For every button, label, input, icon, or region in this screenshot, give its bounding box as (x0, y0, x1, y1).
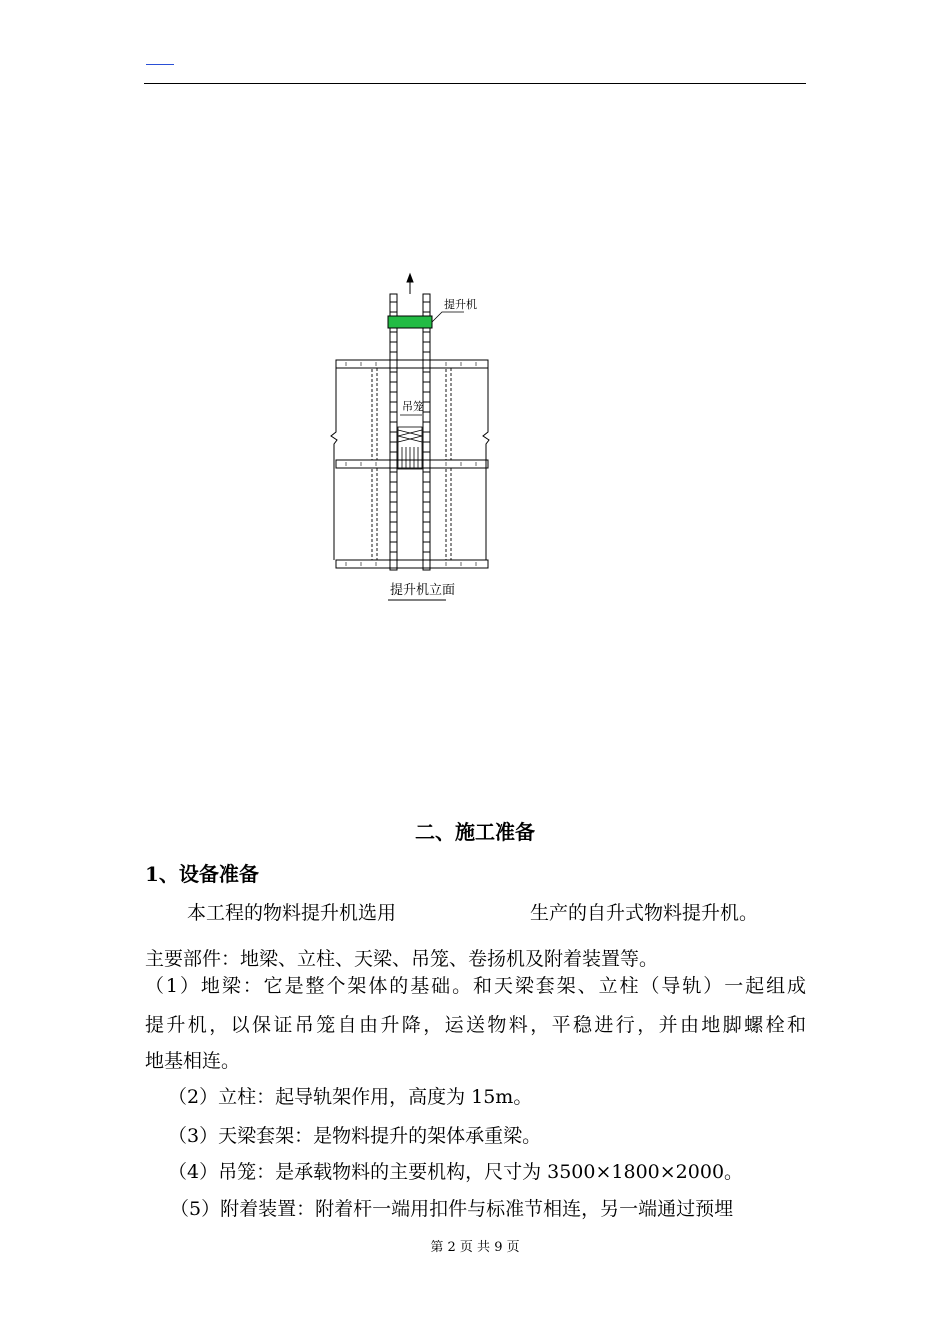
cage (398, 427, 422, 469)
header-rule (144, 83, 806, 84)
header-link-mark (146, 64, 174, 65)
hoist-box (388, 316, 432, 328)
item1-line2: 提升机，以保证吊笼自由升降，运送物料，平稳进行，并由地脚螺栓和 (145, 1014, 806, 1036)
top-arrow (407, 274, 413, 294)
intro-text-b: 生产的自升式物料提升机。 (530, 902, 759, 924)
slab-hatching (346, 362, 476, 566)
item2-paragraph: （2）立柱：起导轨架作用，高度为 15m。 (168, 1086, 533, 1108)
cage-label: 吊笼 (402, 400, 424, 413)
intro-text-a: 本工程的物料提升机选用 (187, 902, 397, 924)
hoist-elevation-figure (326, 272, 496, 612)
hoist-mast (390, 294, 430, 570)
hoist-elevation-drawing (326, 272, 496, 612)
page-footer: 第 2 页 共 9 页 (430, 1240, 520, 1255)
item1-line1: （1）地梁：它是整个架体的基础。和天梁套架、立柱（导轨）一起组成 (145, 975, 806, 997)
floor-slabs (336, 360, 488, 568)
building-columns (372, 368, 451, 560)
item3-paragraph: （3）天梁套架：是物料提升的架体承重梁。 (168, 1125, 542, 1147)
item1-line3: 地基相连。 (145, 1050, 241, 1072)
section-title: 1、设备准备 (145, 862, 259, 886)
hoist-label: 提升机 (444, 298, 477, 311)
chapter-heading: 二、施工准备 (415, 820, 535, 844)
figure-caption: 提升机立面 (390, 583, 456, 598)
item5-paragraph: （5）附着装置：附着杆一端用扣件与标准节相连，另一端通过预埋 (170, 1198, 734, 1220)
item4-paragraph: （4）吊笼：是承载物料的主要机构，尺寸为 3500×1800×2000。 (168, 1161, 744, 1183)
hoist-leader-line (432, 312, 464, 322)
parts-paragraph: 主要部件：地梁、立柱、天梁、吊笼、卷扬机及附着装置等。 (145, 948, 659, 970)
